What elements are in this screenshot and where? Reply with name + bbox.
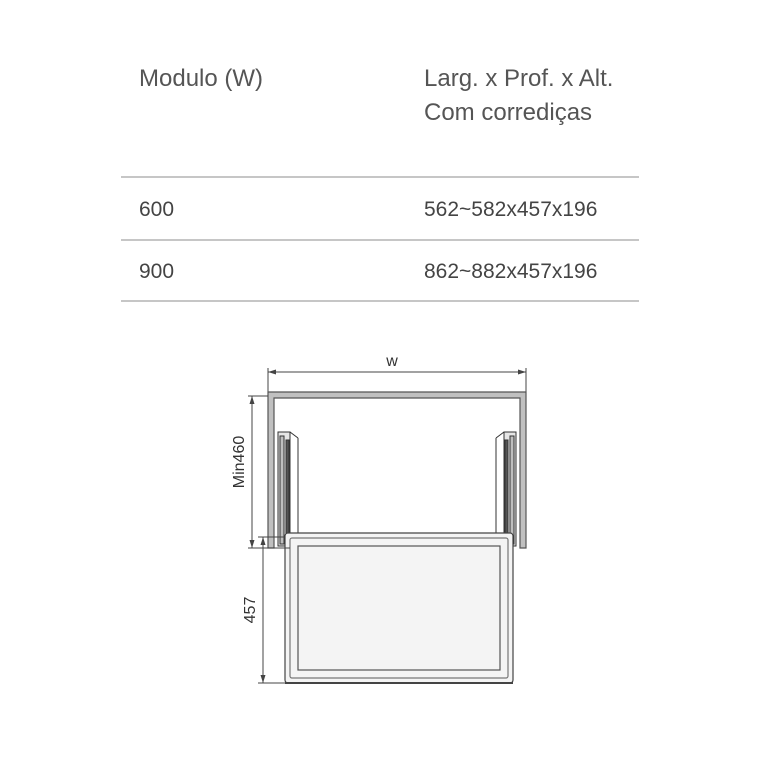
depth-label: Min460 bbox=[231, 435, 248, 489]
width-dimension bbox=[268, 368, 526, 392]
header-dimensions-line1: Larg. x Prof. x Alt. bbox=[424, 65, 614, 92]
width-label: w bbox=[386, 353, 398, 370]
row-600-modulo: 600 bbox=[139, 198, 175, 221]
row-900-modulo: 900 bbox=[139, 260, 175, 283]
cabinet-outline bbox=[268, 392, 526, 548]
left-slide bbox=[278, 432, 298, 546]
header-dimensions-line2: Com corrediças bbox=[424, 99, 593, 126]
drawer-basket bbox=[285, 533, 513, 683]
row-600-dims: 562~582x457x196 bbox=[424, 198, 598, 221]
right-slide bbox=[496, 432, 516, 546]
row-900-dims: 862~882x457x196 bbox=[424, 260, 598, 283]
drawer-label: 457 bbox=[242, 596, 259, 624]
header-modulo: Modulo (W) bbox=[139, 65, 264, 92]
drawer-dimension bbox=[258, 537, 285, 683]
